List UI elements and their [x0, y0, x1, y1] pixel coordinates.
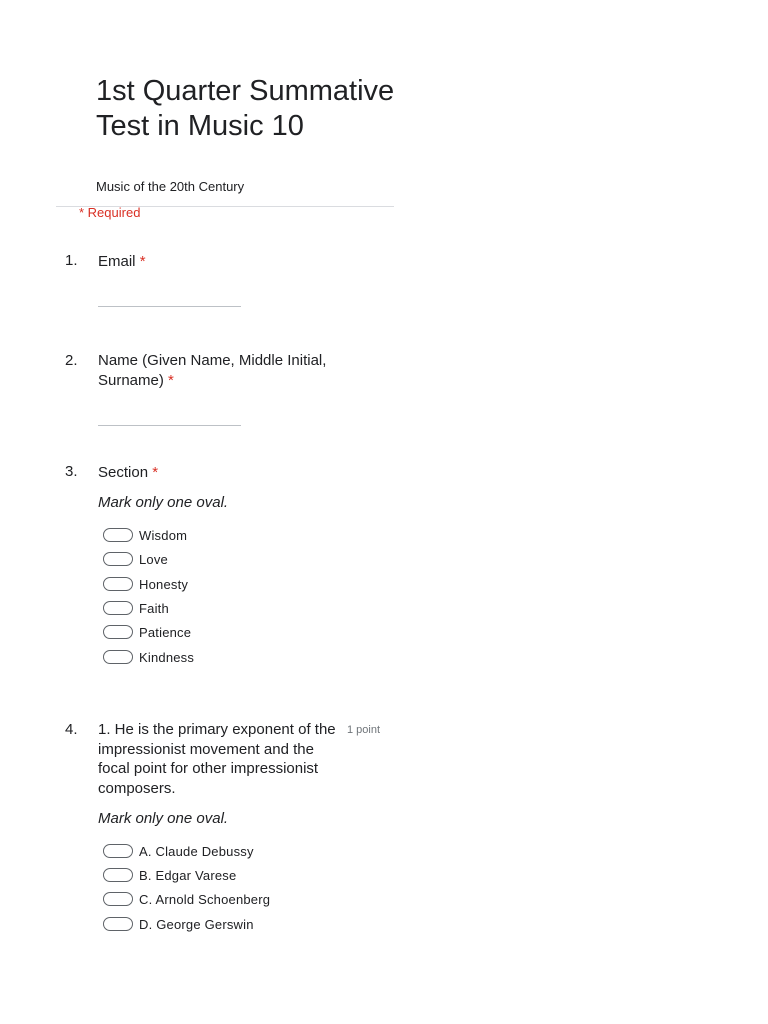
option-label: D. George Gerswin	[139, 916, 254, 932]
option-c[interactable]	[103, 891, 270, 907]
form-description: Music of the 20th Century	[96, 179, 245, 194]
question-number: 4.	[65, 721, 78, 738]
option-label: Love	[139, 551, 168, 567]
oval-radio[interactable]	[103, 844, 133, 858]
instruction: Mark only one oval.	[98, 810, 229, 827]
oval-radio[interactable]	[103, 917, 133, 931]
required-mark: *	[152, 464, 159, 481]
required-mark: *	[139, 253, 146, 270]
question-number: 1.	[65, 252, 78, 269]
option-label: A. Claude Debussy	[139, 843, 254, 859]
name-field[interactable]	[98, 425, 241, 426]
oval-radio[interactable]	[103, 650, 133, 664]
option-label: Honesty	[139, 576, 189, 592]
points-label: 1 point	[347, 724, 381, 736]
option-label: C. Arnold Schoenberg	[139, 891, 271, 907]
option-patience[interactable]	[103, 624, 191, 640]
option-d[interactable]	[103, 916, 254, 932]
oval-radio[interactable]	[103, 552, 133, 566]
option-wisdom[interactable]	[103, 527, 187, 543]
option-a[interactable]	[103, 843, 254, 859]
question-label: Email	[98, 253, 136, 270]
question-number: 3.	[65, 463, 78, 480]
form-title: 1st Quarter Summative Test in Music 10	[96, 75, 395, 142]
instruction: Mark only one oval.	[98, 494, 229, 511]
question-label: Section	[98, 464, 149, 481]
question-name	[98, 351, 348, 390]
option-faith[interactable]	[103, 600, 169, 616]
option-honesty[interactable]	[103, 576, 188, 592]
option-label: B. Edgar Varese	[139, 867, 237, 883]
oval-radio[interactable]	[103, 868, 133, 882]
required-mark: *	[168, 371, 174, 389]
option-kindness[interactable]	[103, 649, 194, 665]
oval-radio[interactable]	[103, 625, 133, 639]
question-text: 1. He is the primary exponent of the impressionist movement and the focal point for other impressionist composers.	[98, 721, 336, 797]
option-label: Wisdom	[139, 527, 188, 543]
option-b[interactable]	[103, 867, 236, 883]
question-number: 2.	[65, 352, 78, 369]
oval-radio[interactable]	[103, 528, 133, 542]
oval-radio[interactable]	[103, 892, 133, 906]
oval-radio[interactable]	[103, 601, 133, 615]
email-field[interactable]	[98, 306, 241, 307]
question-section	[98, 463, 348, 483]
option-label: Faith	[139, 600, 169, 616]
oval-radio[interactable]	[103, 577, 133, 591]
option-label: Kindness	[139, 649, 195, 665]
question-email	[98, 252, 348, 272]
required-note: * Required	[79, 205, 141, 220]
question-label: Name (Given Name, Middle Initial, Surname)	[98, 352, 327, 389]
option-love[interactable]	[103, 551, 168, 567]
option-label: Patience	[139, 624, 192, 640]
